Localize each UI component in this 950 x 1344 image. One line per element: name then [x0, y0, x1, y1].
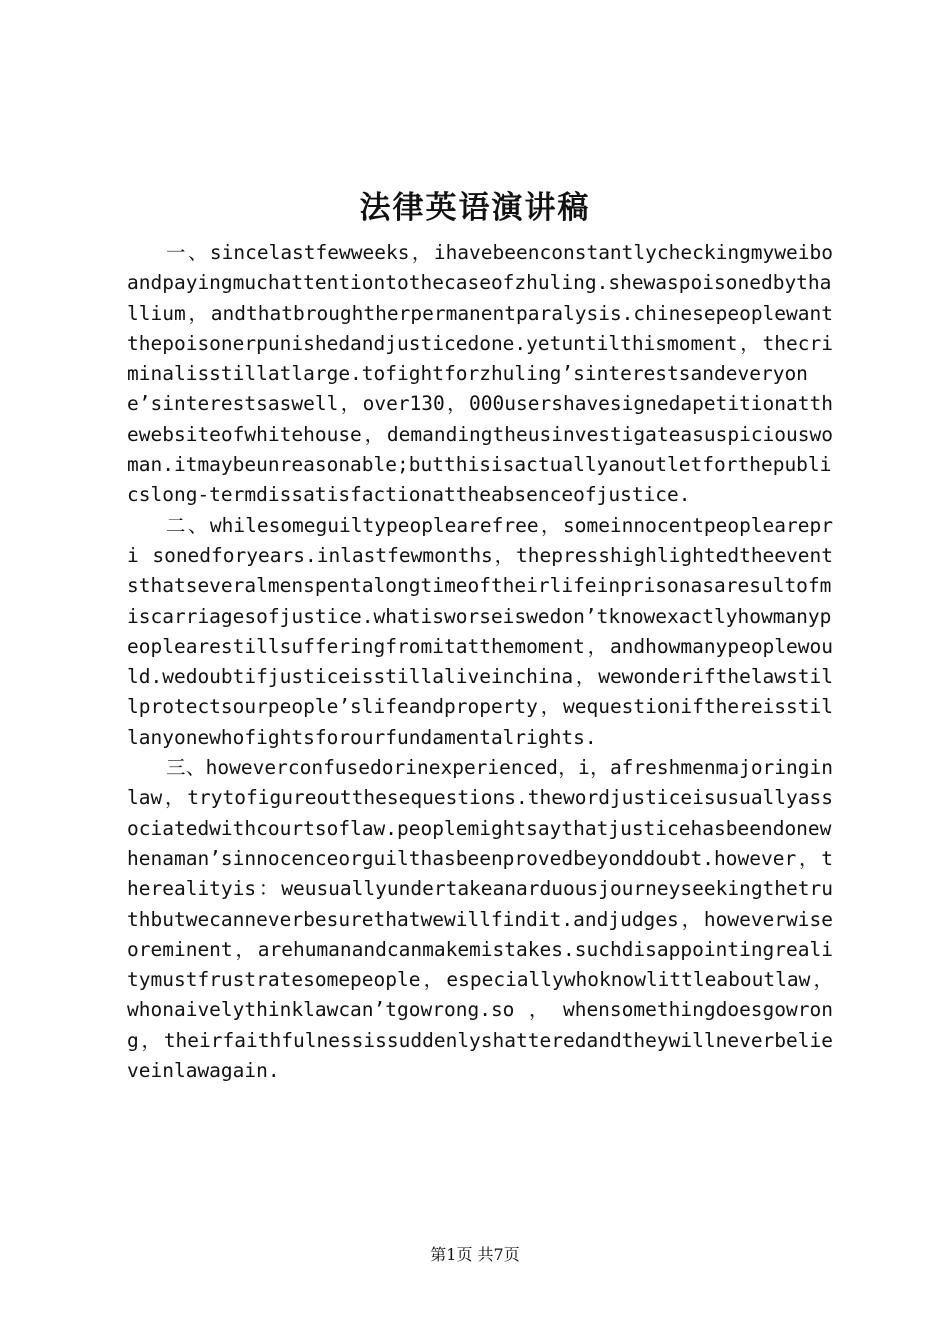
paragraph-2: 二、whilesomeguiltypeoplearefree，someinnocentpeoplearepri sonedforyears.inlastfewmonths，thepresshighlightedtheeventsthatseveralmenspentalongtimeoftheirlifeinprisonasaresultofmiscarriagesofjustice.whatisworseiswedon’tknowexactlyhowmanypeoplearestillsufferingfromitatthemoment，andhowmanypeoplewould.wedoubtifjusticeisstillaliveinchina，wewonderifthelawstillprotectsourpeople’slifeandproperty，wequestionifthereisstillanyonewhofightsforourfundamentalrights.	[127, 513, 833, 749]
document-title: 法律英语演讲稿	[359, 190, 591, 226]
paragraph-1: 一、sincelastfewweeks，ihavebeenconstantlycheckingmyweiboandpayingmuchattentiontothecaseofzhuling.shewaspoisonedbythallium，andthatbroughtherpermanentparalysis.chinesepeoplewantthepoisonerpunishedandjusticedone.yetuntilthismoment，thecriminalisstillatlarge.tofightforzhuling’sinterestsandeveryone’sinterestsaswell，over130，000usershavesignedapetitionatthewebsiteofwhitehouse，demandingtheusinvestigateasuspiciouswoman.itmaybeunreasonable;butthisisactuallyanoutletforthepublicslong-termdissatisfactionattheabsenceofjustice.	[127, 241, 833, 507]
paragraph-3: 三、howeverconfusedorinexperienced，i，afreshmenmajoringinlaw，trytofigureoutthesequestions.thewordjusticeisusuallyassociatedwithcourtsoflaw.peoplemightsaythatjusticehasbeendonewhenaman’sinnocenceorguilthasbeenprovedbeyonddoubt.however，therealityis：weusuallyundertakeanarduousjourneyseekingthetruthbutwecanneverbesurethatwewillfindit.andjudges，howeverwiseoreminent，arehumanandcanmakemistakes.suchdisappointingrealitymustfrustratesomepeople，especiallywhoknowlittleaboutlaw，whonaivelythinklawcan’tgowrong.so，whensomethingdoesgowrong，theirfaithfulnessissuddenlyshatteredandtheywillneverbelieveinlawagain.	[127, 756, 833, 1083]
document-body	[127, 238, 833, 1086]
page-number-footer: 第1页 共7页	[430, 1245, 520, 1264]
